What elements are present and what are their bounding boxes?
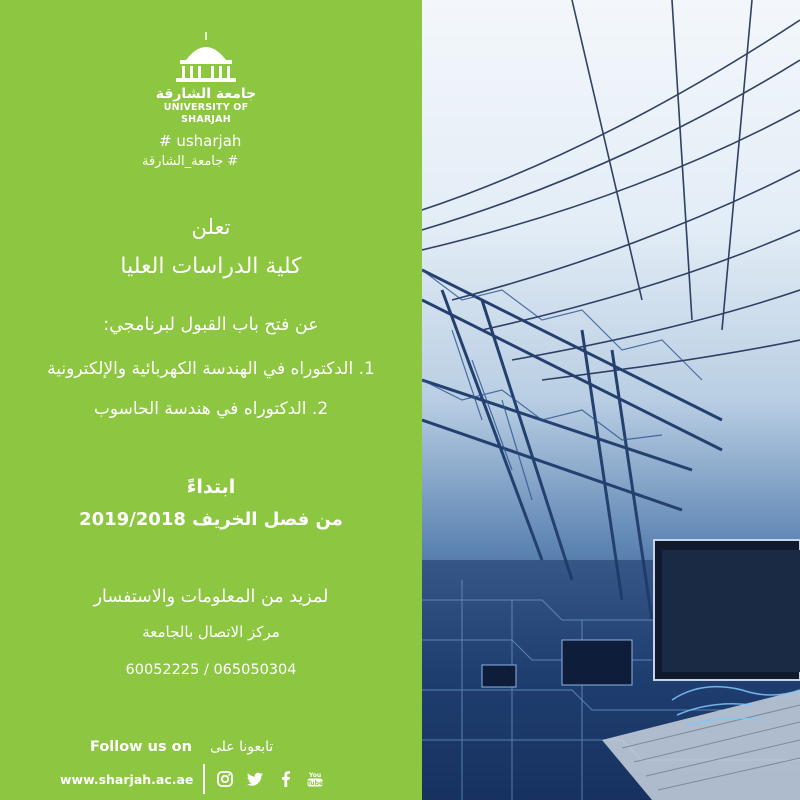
footer-divider [203,764,205,794]
follow-us-arabic: تابعونا على [210,739,274,755]
phone-numbers: 60052225 / 065050304 [125,662,297,678]
website-link[interactable]: www.sharjah.ac.ae [60,772,194,787]
facebook-icon[interactable] [277,770,295,788]
svg-text:You: You [308,772,322,779]
follow-us-english: Follow us on [90,739,192,755]
twitter-icon[interactable] [246,770,264,788]
dome-icon [140,30,272,86]
semester-text: من فصل الخريف 2019/2018 [79,509,343,530]
more-info-heading: لمزيد من المعلومات والاستفسار [93,587,329,607]
svg-text:Tube: Tube [306,780,324,787]
announce-verb: تعلن [191,215,231,239]
logo-arabic-name: جامعة الشارقة [155,86,257,102]
college-name: كلية الدراسات العليا [120,254,302,279]
power-lines-electronics-photo [422,0,800,800]
youtube-icon[interactable] [306,770,324,788]
university-logo [140,30,272,125]
hashtag-arabic: # جامعة_الشارقة [142,154,239,169]
logo-english-name: UNIVERSITY OF SHARJAH [163,102,249,125]
photo-illustration [422,0,800,800]
contact-center: مركز الاتصال بالجامعة [142,623,280,641]
program-item-2: 2. الدكتوراه في هندسة الحاسوب [93,399,329,419]
start-label: ابتداءً [186,476,236,498]
instagram-icon[interactable] [216,770,234,788]
hashtag-english: # usharjah [159,132,242,150]
admission-opening: عن فتح باب القبول لبرنامجي: [103,315,319,335]
program-item-1: 1. الدكتوراه في الهندسة الكهربائية والإلكترونية [47,359,375,379]
